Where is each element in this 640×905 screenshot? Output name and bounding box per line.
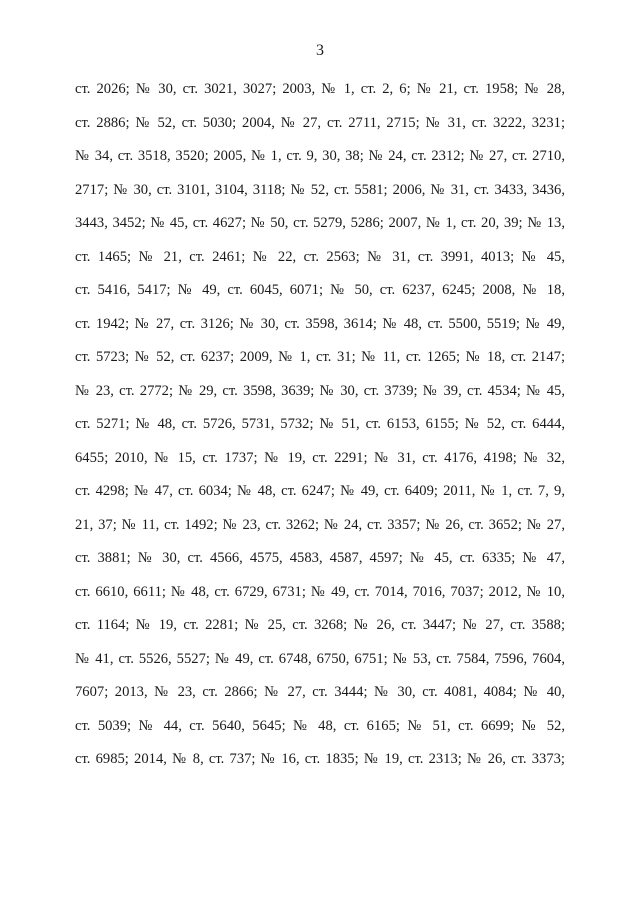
text-line: ст. 5723; № 52, ст. 6237; 2009, № 1, ст. 31; № 11, ст. 1265; № 18, ст. 2147; bbox=[75, 349, 565, 365]
body-text bbox=[75, 79, 565, 783]
text-line: ст. 6610, 6611; № 48, ст. 6729, 6731; № 49, ст. 7014, 7016, 7037; 2012, № 10, bbox=[75, 583, 565, 600]
text-line: ст. 3881; № 30, ст. 4566, 4575, 4583, 4587, 4597; № 45, ст. 6335; № 47, bbox=[75, 550, 565, 566]
text-line: 21, 37; № 11, ст. 1492; № 23, ст. 3262; № 24, ст. 3357; № 26, ст. 3652; № 27, bbox=[75, 516, 565, 533]
text-line: ст. 5416, 5417; № 49, ст. 6045, 6071; № 50, ст. 6237, 6245; 2008, № 18, bbox=[75, 282, 565, 298]
text-line: 3443, 3452; № 45, ст. 4627; № 50, ст. 5279, 5286; 2007, № 1, ст. 20, 39; № 13, bbox=[75, 215, 565, 231]
text-line: № 41, ст. 5526, 5527; № 49, ст. 6748, 6750, 6751; № 53, ст. 7584, 7596, 7604, bbox=[75, 650, 565, 667]
text-line: № 23, ст. 2772; № 29, ст. 3598, 3639; № 30, ст. 3739; № 39, ст. 4534; № 45, bbox=[75, 382, 565, 399]
text-line: 2717; № 30, ст. 3101, 3104, 3118; № 52, ст. 5581; 2006, № 31, ст. 3433, 3436, bbox=[75, 181, 565, 198]
text-line: № 34, ст. 3518, 3520; 2005, № 1, ст. 9, 30, 38; № 24, ст. 2312; № 27, ст. 2710, bbox=[75, 148, 565, 164]
page-number: 3 bbox=[316, 42, 324, 59]
text-line: 7607; 2013, № 23, ст. 2866; № 27, ст. 3444; № 30, ст. 4081, 4084; № 40, bbox=[75, 684, 565, 700]
text-line: ст. 5039; № 44, ст. 5640, 5645; № 48, ст. 6165; № 51, ст. 6699; № 52, bbox=[75, 717, 565, 734]
text-line: ст. 2886; № 52, ст. 5030; 2004, № 27, ст. 2711, 2715; № 31, ст. 3222, 3231; bbox=[75, 114, 565, 131]
text-line: ст. 1164; № 19, ст. 2281; № 25, ст. 3268; № 26, ст. 3447; № 27, ст. 3588; bbox=[75, 617, 565, 633]
text-line: 6455; 2010, № 15, ст. 1737; № 19, ст. 2291; № 31, ст. 4176, 4198; № 32, bbox=[75, 449, 565, 466]
text-line: ст. 4298; № 47, ст. 6034; № 48, ст. 6247; № 49, ст. 6409; 2011, № 1, ст. 7, 9, bbox=[75, 483, 565, 499]
text-line: ст. 6985; 2014, № 8, ст. 737; № 16, ст. 1835; № 19, ст. 2313; № 26, ст. 3373; bbox=[75, 751, 565, 767]
text-line: ст. 1465; № 21, ст. 2461; № 22, ст. 2563; № 31, ст. 3991, 4013; № 45, bbox=[75, 248, 565, 265]
text-line: ст. 5271; № 48, ст. 5726, 5731, 5732; № 51, ст. 6153, 6155; № 52, ст. 6444, bbox=[75, 416, 565, 432]
text-line: ст. 1942; № 27, ст. 3126; № 30, ст. 3598, 3614; № 48, ст. 5500, 5519; № 49, bbox=[75, 315, 565, 332]
text-line: ст. 2026; № 30, ст. 3021, 3027; 2003, № 1, ст. 2, 6; № 21, ст. 1958; № 28, bbox=[75, 81, 565, 97]
